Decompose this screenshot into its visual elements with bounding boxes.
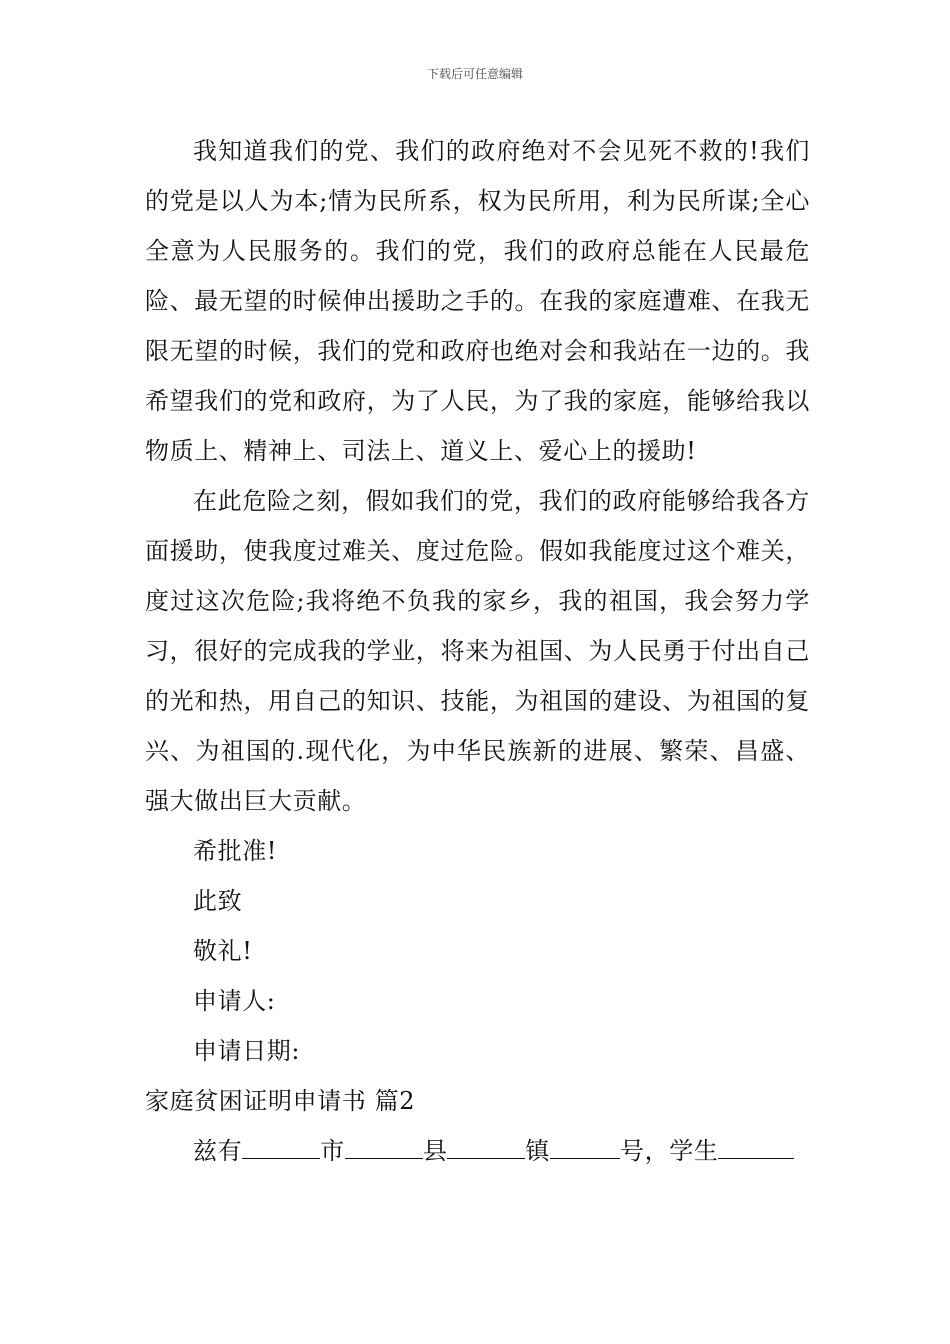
closing-salute-1: 此致 [193, 887, 243, 915]
paragraph-support-request: 我知道我们的党、我们的政府绝对不会见死不救的!我们的党是以人为本;情为民所系，权为民所用，利为民所谋;全心全意为人民服务的。我们的党，我们的政府总能在人民最危险、最无望的时候伸出援助之手的。在我的家庭遭难、在我无限无望的时候，我们的党和政府也绝对会和我站在一边的。我希望我们的党和政府，为了人民，为了我的家庭，能够给我以物质上、精神上、司法上、道义上、爱心上的援助! [145, 137, 810, 465]
form-prefix-text: 兹有 [193, 1137, 243, 1165]
application-date-label: 申请日期: [193, 1037, 301, 1065]
closing-salute-2: 敬礼! [193, 937, 253, 965]
city-label: 市 [320, 1137, 345, 1165]
county-blank [345, 1136, 423, 1159]
number-blank [550, 1136, 620, 1159]
page-header-note: 下载后可任意编辑 [426, 67, 523, 81]
document-body [145, 126, 810, 1176]
county-label: 县 [422, 1137, 448, 1165]
section-title: 家庭贫困证明申请书 篇2 [145, 1087, 416, 1115]
number-student-label: 号，学生 [620, 1137, 719, 1165]
city-blank [242, 1136, 320, 1159]
town-label: 镇 [525, 1137, 551, 1165]
applicant-label: 申请人: [193, 987, 276, 1015]
form-address-line [145, 1126, 810, 1176]
paragraph-commitment: 在此危险之刻，假如我们的党，我们的政府能够给我各方面援助，使我度过难关、度过危险。假如我能度过这个难关，度过这次危险;我将绝不负我的家乡，我的祖国，我会努力学习，很好的完成我的学业，将来为祖国、为人民勇于付出自己的光和热，用自己的知识、技能，为祖国的建设、为祖国的复兴、为祖国的.现代化，为中华民族新的进展、繁荣、昌盛、强大做出巨大贡献。 [145, 487, 810, 815]
town-blank [447, 1136, 525, 1159]
closing-request: 希批准! [193, 837, 278, 865]
student-name-blank [718, 1136, 794, 1159]
